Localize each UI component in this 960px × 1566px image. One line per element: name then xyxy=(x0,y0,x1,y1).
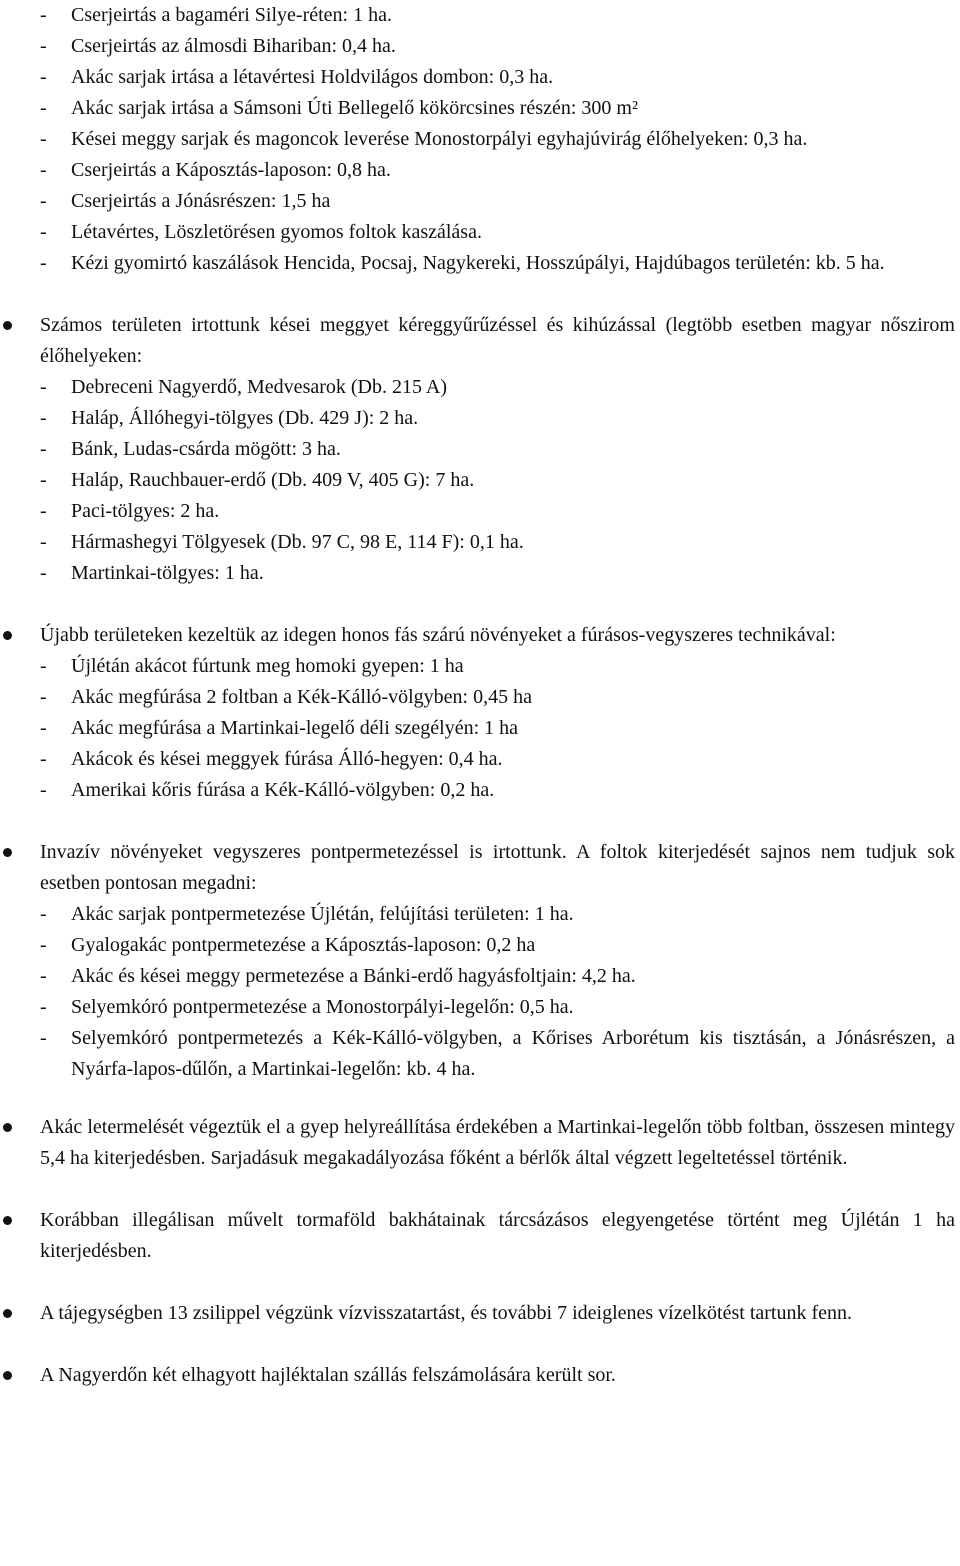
dash-marker: - xyxy=(40,779,47,801)
list-item: - Debreceni Nagyerdő, Medvesarok (Db. 215 A) xyxy=(0,372,955,403)
bullet-icon xyxy=(3,321,12,330)
list-item: - Gyalogakác pontpermetezése a Káposztás-laposon: 0,2 ha xyxy=(0,930,955,961)
dash-marker: - xyxy=(40,996,47,1018)
list-item: - Selyemkóró pontpermetezés a Kék-Kálló-völgyben, a Kőrises Arborétum kis tisztásán, a Jónásrészen, a Nyárfa-lapos-dűlőn, a Martinkai-legelőn: kb. 4 ha. xyxy=(0,1023,955,1085)
dash-marker: - xyxy=(40,748,47,770)
dash-marker: - xyxy=(40,221,47,243)
dash-marker: - xyxy=(40,562,47,584)
dash-marker: - xyxy=(40,903,47,925)
top-list xyxy=(0,0,960,279)
section-paragraph: Invazív növényeket vegyszeres pontpermetezéssel is irtottunk. A foltok kiterjedését sajnos nem tudjuk sok esetben pontosan megadni: xyxy=(40,841,955,894)
section-paragraph: Számos területen irtottunk kései meggyet kéreggyűrűzéssel és kihúzással (legtöbb esetben magyar nőszirom élőhelyeken: xyxy=(40,314,955,367)
section-paragraph: Korábban illegálisan művelt tormaföld bakhátainak tárcsázásos elegyengetése történt meg Újlétán 1 ha kiterjedésben. xyxy=(40,1209,955,1262)
bullet-icon xyxy=(3,848,12,857)
section-paragraph: Akác letermelését végeztük el a gyep helyreállítása érdekében a Martinkai-legelőn több foltban, összesen mintegy 5,4 ha kiterjedésben. Sarjadásuk megakadályozása főként a bérlők által végzett legeltetéssel történik. xyxy=(40,1116,955,1169)
section-akac-letermeles xyxy=(0,1112,955,1174)
list-item: - Létavértes, Löszletörésen gyomos foltok kaszálása. xyxy=(0,217,955,248)
list-item: - Amerikai kőris fúrása a Kék-Kálló-völgyben: 0,2 ha. xyxy=(0,775,955,806)
list-item: - Cserjeirtás a Káposztás-laposon: 0,8 ha. xyxy=(0,155,955,186)
list-item: - Hármashegyi Tölgyesek (Db. 97 C, 98 E, 114 F): 0,1 ha. xyxy=(0,527,955,558)
dash-marker: - xyxy=(40,66,47,88)
section-hajlektalan-szallas xyxy=(0,1360,955,1391)
bullet-icon xyxy=(3,631,12,640)
list-item: - Akác sarjak irtása a létavértesi Holdvilágos dombon: 0,3 ha. xyxy=(0,62,955,93)
dash-marker: - xyxy=(40,934,47,956)
section-vizvisszatartas xyxy=(0,1298,955,1329)
list-item: - Kézi gyomirtó kaszálások Hencida, Pocsaj, Nagykereki, Hosszúpályi, Hajdúbagos területén: kb. 5 ha. xyxy=(0,248,955,279)
dash-marker: - xyxy=(40,159,47,181)
list-item: - Akác megfúrása a Martinkai-legelő déli szegélyén: 1 ha xyxy=(0,713,955,744)
dash-marker: - xyxy=(40,438,47,460)
list-item: - Cserjeirtás a Jónásrészen: 1,5 ha xyxy=(0,186,955,217)
dash-marker: - xyxy=(40,97,47,119)
section-paragraph: Újabb területeken kezeltük az idegen honos fás szárú növényeket a fúrásos-vegyszeres technikával: xyxy=(40,624,836,646)
dash-marker: - xyxy=(40,376,47,398)
list-item: - Paci-tölgyes: 2 ha. xyxy=(0,496,955,527)
list-item: - Akácok és kései meggyek fúrása Álló-hegyen: 0,4 ha. xyxy=(0,744,955,775)
dash-marker: - xyxy=(40,252,47,274)
bullet-icon xyxy=(3,1309,12,1318)
list-item: - Cserjeirtás az álmosdi Bihariban: 0,4 ha. xyxy=(0,31,955,62)
bullet-icon xyxy=(3,1123,12,1132)
dash-marker: - xyxy=(40,469,47,491)
section-pontpermetezes xyxy=(0,837,955,899)
dash-marker: - xyxy=(40,655,47,677)
list-item: - Újlétán akácot fúrtunk meg homoki gyepen: 1 ha xyxy=(0,651,955,682)
list-item: - Haláp, Rauchbauer-erdő (Db. 409 V, 405 G): 7 ha. xyxy=(0,465,955,496)
dash-marker: - xyxy=(40,1027,47,1049)
section-meggy-irtas xyxy=(0,310,955,372)
list-item: - Martinkai-tölgyes: 1 ha. xyxy=(0,558,955,589)
list-item: - Akác megfúrása 2 foltban a Kék-Kálló-völgyben: 0,45 ha xyxy=(0,682,955,713)
list-item: - Akác és kései meggy permetezése a Bánki-erdő hagyásfoltjain: 4,2 ha. xyxy=(0,961,955,992)
dash-marker: - xyxy=(40,4,47,26)
list-item: - Akác sarjak irtása a Sámsoni Úti Bellegelő kökörcsines részén: 300 m² xyxy=(0,93,955,124)
dash-marker: - xyxy=(40,965,47,987)
list-item: - Haláp, Állóhegyi-tölgyes (Db. 429 J): 2 ha. xyxy=(0,403,955,434)
bullet-icon xyxy=(3,1216,12,1225)
section-paragraph: A tájegységben 13 zsilippel végzünk vízvisszatartást, és további 7 ideiglenes vízelkötést tartunk fenn. xyxy=(40,1302,853,1324)
dash-marker: - xyxy=(40,190,47,212)
list-item: - Bánk, Ludas-csárda mögött: 3 ha. xyxy=(0,434,955,465)
section-paragraph: A Nagyerdőn két elhagyott hajléktalan szállás felszámolására került sor. xyxy=(40,1364,616,1386)
list-item: - Selyemkóró pontpermetezése a Monostorpályi-legelőn: 0,5 ha. xyxy=(0,992,955,1023)
bullet-icon xyxy=(3,1371,12,1380)
dash-marker: - xyxy=(40,531,47,553)
dash-marker: - xyxy=(40,407,47,429)
list-item: - Cserjeirtás a bagaméri Silye-réten: 1 ha. xyxy=(0,0,955,31)
section-furasos-vegyszeres xyxy=(0,620,955,651)
dash-marker: - xyxy=(40,35,47,57)
section-tormafold xyxy=(0,1205,955,1267)
dash-marker: - xyxy=(40,500,47,522)
dash-marker: - xyxy=(40,717,47,739)
list-item: - Kései meggy sarjak és magoncok leverése Monostorpályi egyhajúvirág élőhelyeken: 0,3 ha. xyxy=(0,124,955,155)
dash-marker: - xyxy=(40,128,47,150)
list-item: - Akác sarjak pontpermetezése Újlétán, felújítási területen: 1 ha. xyxy=(0,899,955,930)
dash-marker: - xyxy=(40,686,47,708)
